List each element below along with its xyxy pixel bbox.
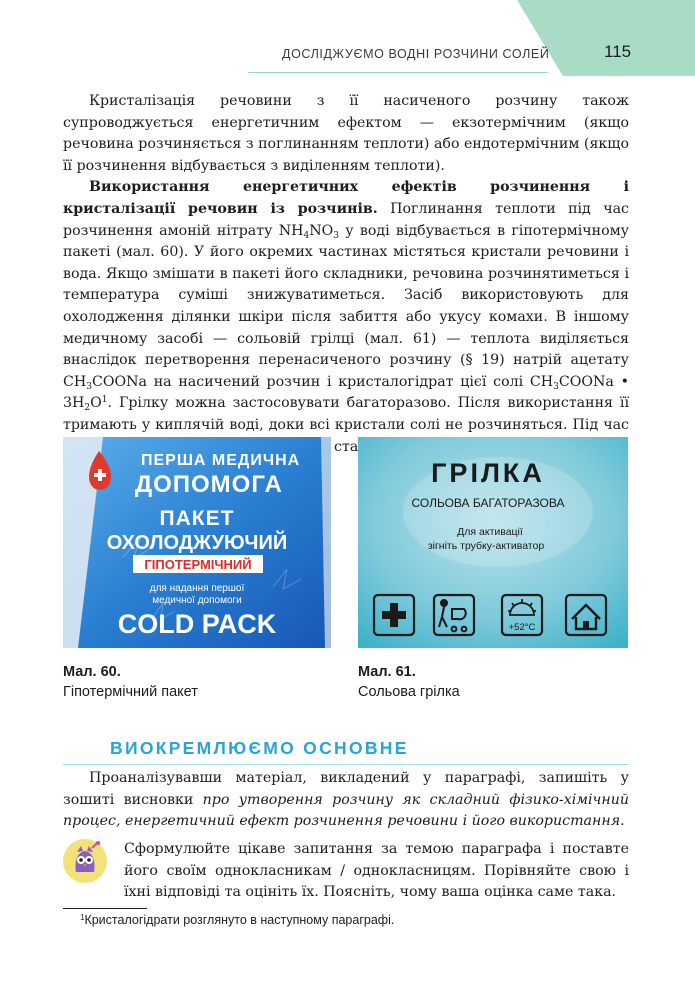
subscript: 3 <box>86 381 92 392</box>
pad-subtitle: СОЛЬОВА БАГАТОРАЗОВА <box>411 496 565 510</box>
text-run: COONa • 3H <box>63 373 629 412</box>
subscript: 3 <box>333 230 340 241</box>
paragraph-lead: Використання енергетичних ефектів розчинення і кристалізації речовин із розчинів. <box>63 179 629 217</box>
pack-brand-line2: ДОПОМОГА <box>135 471 283 498</box>
pad-temperature: +52°C <box>508 622 536 633</box>
header-decoration <box>0 0 695 90</box>
page-number: 115 <box>604 42 632 61</box>
text-run: O <box>90 395 102 412</box>
cold-pack-photo <box>63 437 331 648</box>
figure-61-caption <box>358 662 460 702</box>
text-run: у воді відбувається в гіпотермічному пакеті (мал. 60). У його окремих частинах містяться кристали речовини і вода. Якщо змішати в пакеті його складники, речовина розчинятиметься і температура суміші знижуватиметься. Засіб використовують для охолодження ділянки шкіри після забиття або укусу комахи. В іншому медичному засобі — сольовій грілці (мал. 61) — теплота виділяється внаслідок перетворення перенасиченого розчину (§ 19) натрій ацетату CH <box>63 222 630 390</box>
footnote <box>80 913 394 927</box>
summary-paragraph <box>63 768 629 833</box>
subscript: 4 <box>303 230 310 241</box>
subscript: 3 <box>553 381 559 392</box>
section-heading: ВИОКРЕМЛЮЄМО ОСНОВНЕ <box>110 738 409 758</box>
intro-text <box>63 91 629 458</box>
pad-activation-line1: Для активації <box>457 526 523 538</box>
pack-brand-line1: ПЕРША МЕДИЧНА <box>141 452 301 469</box>
text-run: . <box>620 813 625 830</box>
figure-61-label: Мал. 61. <box>358 664 416 680</box>
text-run: COONa на насичений розчин і кристалогідрат цієї солі CH <box>91 373 554 390</box>
emphasis: про утворення розчину як складний фізико-хімічний процес, енергетичний ефект розчинення речовини і його використання <box>63 791 629 830</box>
figure-60-caption <box>63 662 198 702</box>
task-paragraph: Сформулюйте цікаве запитання за темою параграфа і поставте його своїм однокласникам / однокласницям. Порівняйте свою і їхні відповіді та оцініть їх. Поясніть, чому ваша оцінка саме така. <box>124 841 629 901</box>
pack-purpose-line1: для надання першої <box>149 583 245 594</box>
pad-activation-line2: зігніть трубку-активатор <box>427 540 545 552</box>
owl-icon <box>62 838 108 884</box>
pad-title: ГРІЛКА <box>431 458 545 488</box>
pack-type-label: ГІПОТЕРМІЧНИЙ <box>144 557 252 572</box>
pack-purpose-line2: медичної допомоги <box>152 595 242 606</box>
figure-60-text: Гіпотермічний пакет <box>63 684 198 700</box>
paragraph-crystallization: Кристалізація речовини з її насиченого розчину також супроводжується енергетичним ефектом — екзотермічним (якщо речовина розчиняється з поглинанням теплоти) або ендотермічним (якщо її розчинення відбувається з виділенням теплоти). <box>63 93 629 174</box>
header-rule <box>248 72 548 73</box>
footnote-mark: 1 <box>80 913 85 922</box>
paragraph-usage <box>63 177 629 458</box>
figure-61-text: Сольова грілка <box>358 684 460 700</box>
pack-cold-pack-label: COLD PACK <box>117 609 277 639</box>
subscript: 2 <box>84 403 91 414</box>
summary-text <box>63 768 629 833</box>
footnote-text: Кристалогідрати розглянуто в наступному параграфі. <box>84 913 395 927</box>
section-rule <box>63 764 629 765</box>
footnote-rule <box>63 908 147 909</box>
text-run: Поглинання теплоти під час розчинення амоній нітрату NH <box>63 200 629 239</box>
text-run: NO <box>309 222 334 239</box>
text-run: Проаналізувавши матеріал, викладений у параграфі, запишіть у зошиті висновки <box>63 770 629 808</box>
footnote-ref: 1 <box>101 395 108 406</box>
running-header: ДОСЛІДЖУЄМО ВОДНІ РОЗЧИНИ СОЛЕЙ <box>282 47 550 61</box>
heating-pad-photo <box>358 437 628 648</box>
pack-title-line1: ПАКЕТ <box>159 507 235 530</box>
task-text <box>124 839 629 904</box>
pack-title-line2: ОХОЛОДЖУЮЧИЙ <box>106 532 288 554</box>
figure-60-label: Мал. 60. <box>63 664 121 680</box>
text-run: . Грілку можна застосовувати багаторазово. Після використання її тримають у киплячій воді, доки всі кристали солі не розчиняться. Під час стає <box>63 395 629 455</box>
